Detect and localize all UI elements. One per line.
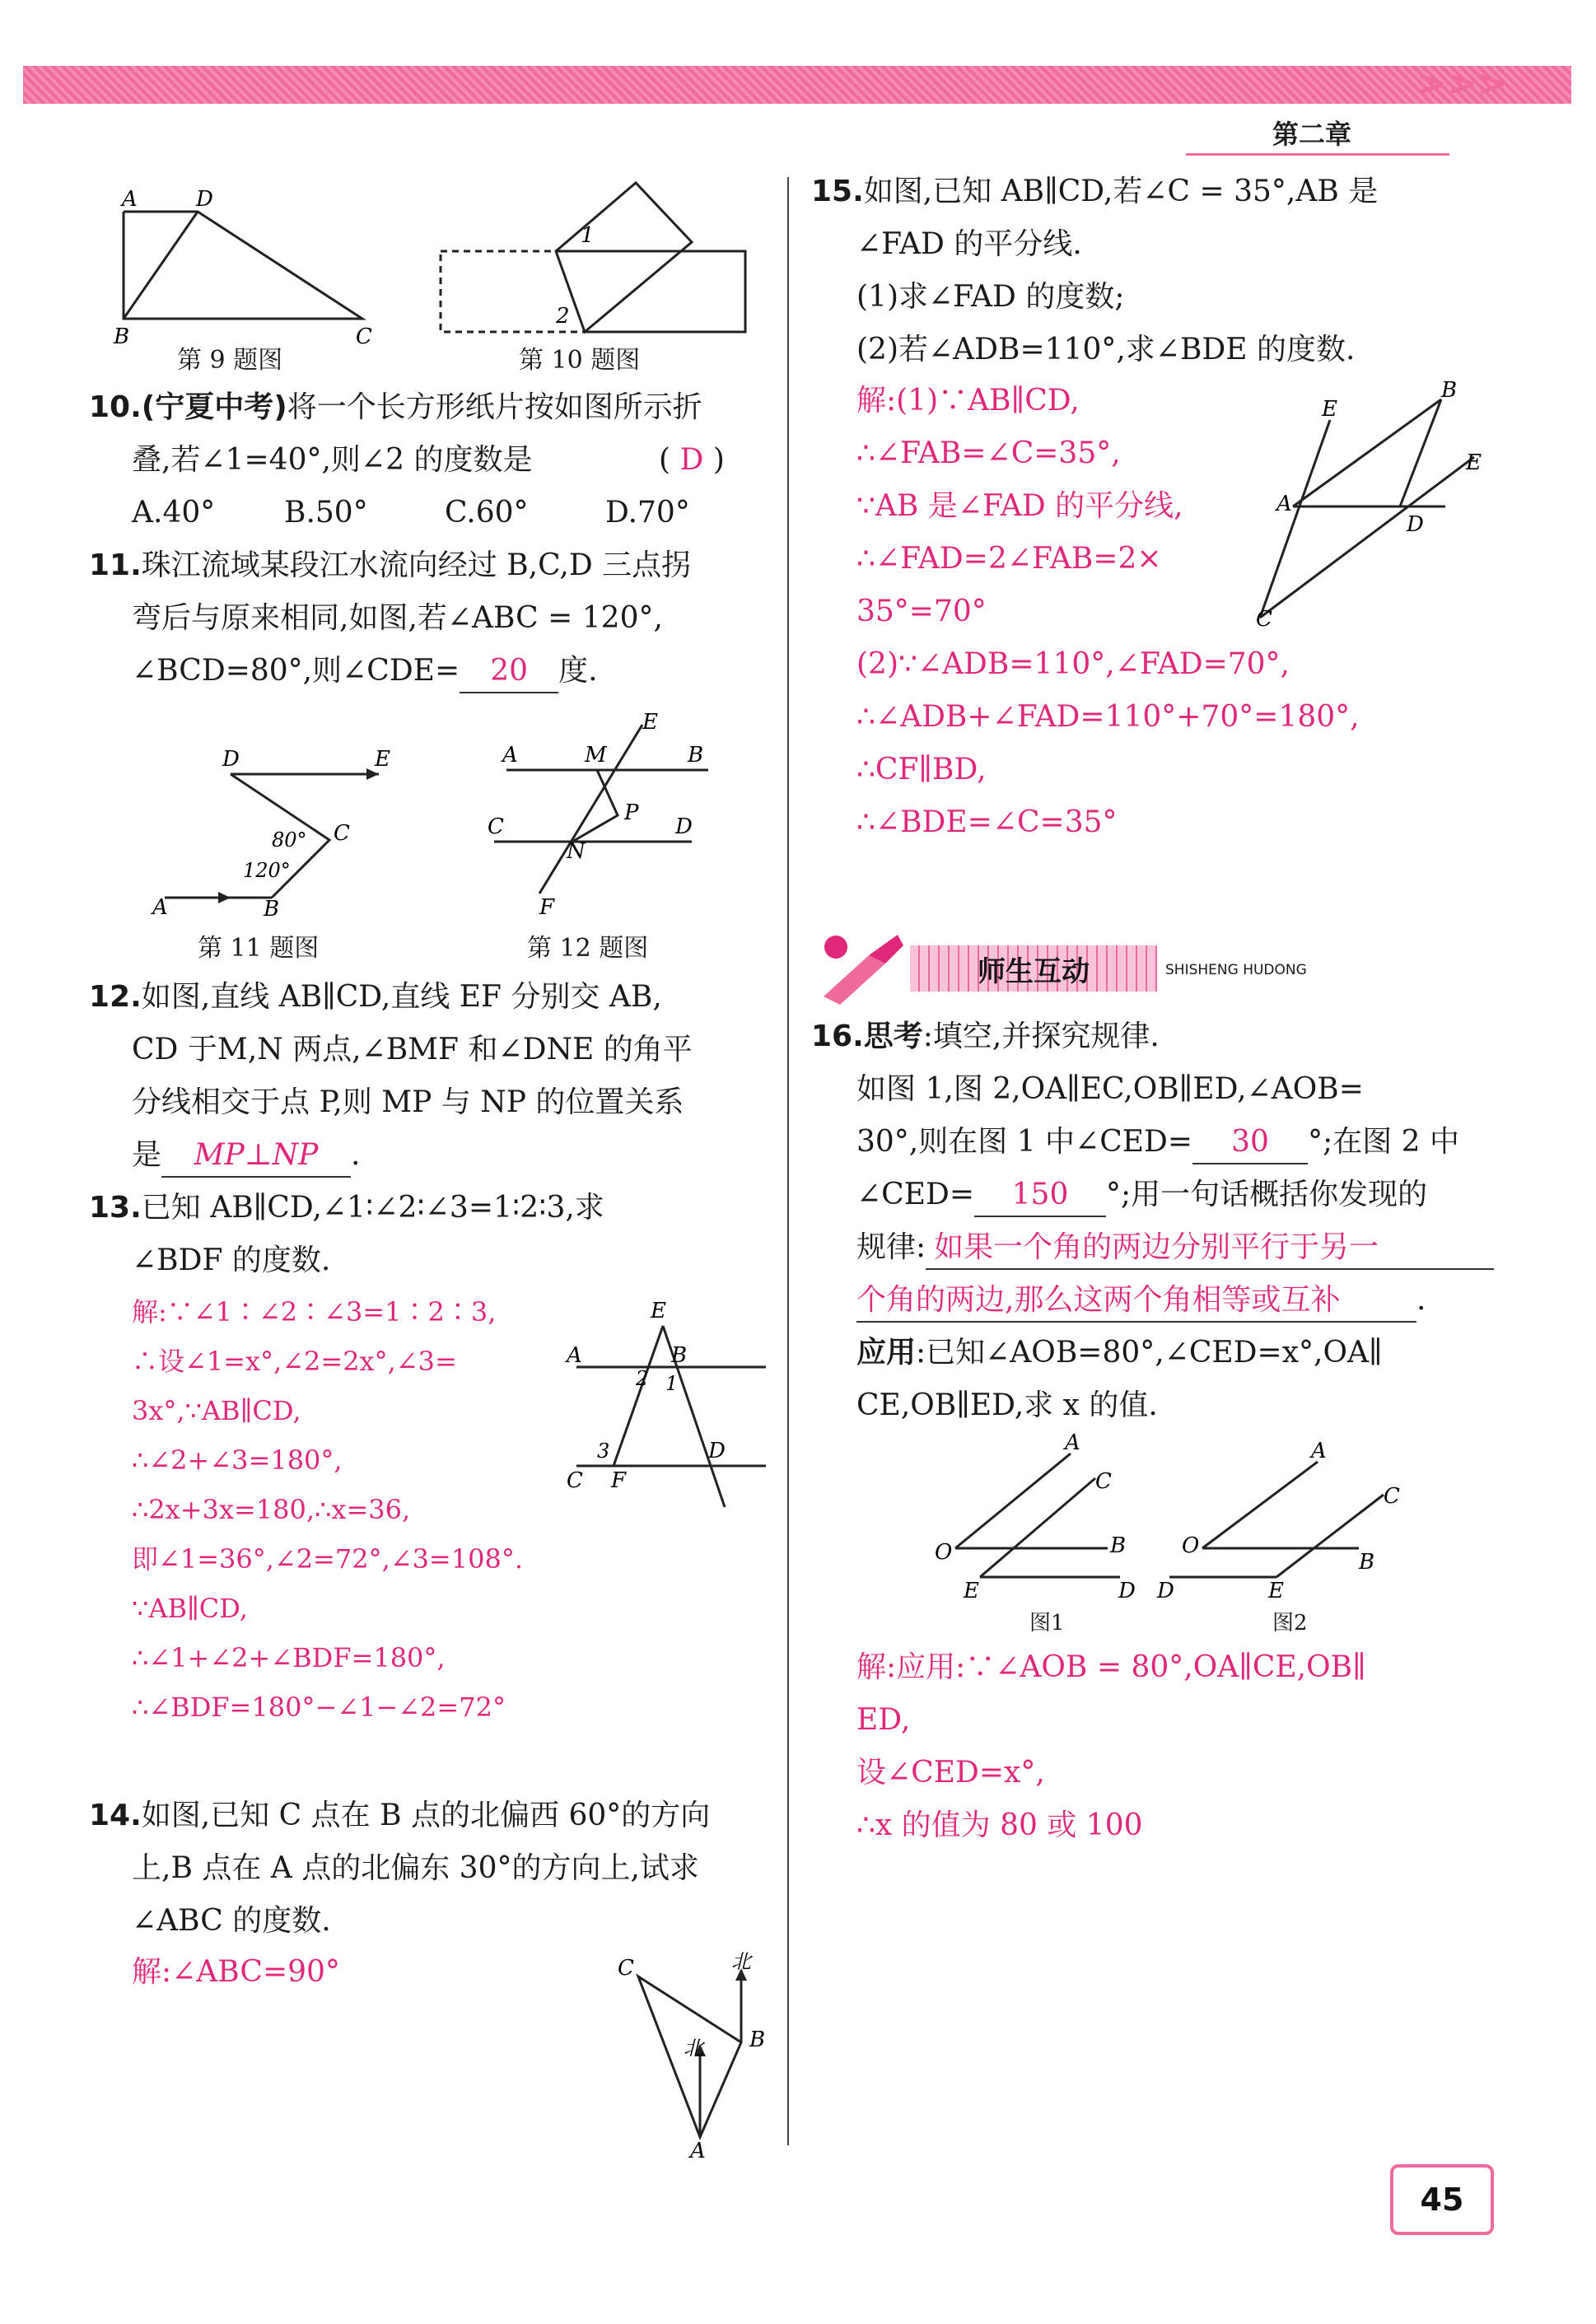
q11-number: 11. [89,548,142,582]
svg-text:C: C [488,814,504,839]
q12-line2: CD 于M,N 两点,∠BMF 和∠DNE 的角平 [132,1033,693,1066]
q15-line2: ∠FAD 的平分线. [856,227,1082,261]
svg-text:B: B [749,2028,766,2052]
q15-line3: (1)求∠FAD 的度数; [856,280,1125,314]
svg-text:A: A [152,895,168,920]
svg-text:C: C [618,1956,634,1981]
q12-answer: MP⊥NP [161,1135,351,1178]
q10-number: 10. [89,390,142,424]
q13-line1 [89,1188,604,1229]
q11-line2: 弯后与原来相同,如图,若∠ABC = 120°, [132,601,663,635]
svg-text:A: A [122,187,138,212]
q16-head-bold: 思考 [863,1020,923,1053]
q10-source: (宁夏中考) [141,390,287,424]
svg-text:3: 3 [597,1440,610,1463]
q15-line4: (2)若∠ADB=110°,求∠BDE 的度数. [856,333,1356,366]
q16-line6 [856,1280,1426,1323]
q12-number: 12. [89,980,142,1014]
q15-solution-1: 解:(1)∵AB∥CD, [856,384,1080,418]
svg-text:北: 北 [684,2037,703,2060]
q11-line1 [89,545,691,586]
q15-solution-6: (2)∵∠ADB=110°,∠FAD=70°, [856,647,1290,681]
q16-solution-2: ED, [856,1703,911,1737]
q10-answer-value: D [679,443,704,477]
svg-text:C: C [356,324,372,349]
q16-line2: 如图 1,图 2,OA∥EC,OB∥ED,∠AOB= [856,1072,1364,1106]
q11-text1: 珠江流域某段江水流向经过 B,C,D 三点拐 [141,548,692,582]
q12-text1: 如图,直线 AB∥CD,直线 EF 分别交 AB, [141,980,662,1014]
svg-text:N: N [567,839,586,864]
svg-text:E: E [1268,1579,1284,1603]
q10-option-d: D.70° [605,496,690,530]
figure-9 [124,212,362,319]
q13-solution-5: ∴2x+3x=180,∴x=36, [132,1494,411,1525]
svg-text:B: B [1359,1550,1375,1575]
q16-app-bold: 应用 [856,1336,917,1370]
q16-line8: CE,OB∥ED,求 x 的值. [856,1388,1158,1422]
q13-number: 13. [89,1191,142,1225]
q13-solution-1: 解:∵∠1∶∠2∶∠3=1∶2∶3, [132,1296,497,1328]
q10-answer: ( D ) [659,443,725,477]
q14-number: 14. [89,1799,142,1832]
svg-text:B: B [1441,378,1458,403]
q12-line4 [132,1135,360,1178]
q16-text5a: 规律: [856,1230,926,1264]
figure-16 [931,1430,1425,1635]
svg-text:C: C [1256,607,1272,632]
q13-line2: ∠BDF 的度数. [132,1244,331,1277]
svg-text:A: A [690,2139,706,2163]
q16-text3b: °;在图 2 中 [1308,1125,1459,1159]
figure-16-caption-1: 图1 [1029,1611,1065,1636]
q14-line2: 上,B 点在 A 点的北偏东 30°的方向上,试求 [132,1851,699,1885]
q10-line2 [132,440,532,481]
q12-text4a: 是 [132,1138,162,1172]
svg-text:C: C [334,821,350,846]
q15-solution-5: 35°=70° [856,595,987,628]
header-band [23,66,1571,104]
svg-text:2: 2 [636,1367,649,1390]
svg-text:1: 1 [581,223,595,248]
figure-15 [1256,378,1507,642]
q14-text1: 如图,已知 C 点在 B 点的北偏西 60°的方向 [141,1799,711,1832]
pencil-icon [811,922,918,1013]
q11-answer: 20 [460,651,558,693]
q10-option-c: C.60° [445,496,529,530]
q15-solution-3: ∵AB 是∠FAD 的平分线, [856,489,1183,523]
figure-12-caption: 第 12 题图 [527,934,649,963]
q12-line1 [89,977,662,1018]
figure-13 [560,1293,774,1524]
svg-text:A: A [1276,492,1292,516]
q16-solution-1: 解:应用:∵∠AOB = 80°,OA∥CE,OB∥ [856,1650,1366,1684]
page-number: 45 [1390,2164,1494,2235]
figure-9-caption: 第 9 题图 [177,346,283,375]
q16-number: 16. [811,1020,864,1053]
q13-solution-6: 即∠1=36°,∠2=72°,∠3=108°. [132,1543,523,1575]
q13-solution-8: ∴∠1+∠2+∠BDF=180°, [132,1642,446,1673]
svg-text:E: E [1466,450,1482,475]
q16-text6b: . [1416,1283,1426,1317]
svg-text:2: 2 [556,304,570,329]
q14-line3: ∠ABC 的度数. [132,1904,331,1938]
q14-solution: 解:∠ABC=90° [132,1955,340,1989]
q15-solution-9: ∴∠BDE=∠C=35° [856,805,1118,839]
svg-text:D: D [196,187,213,212]
svg-text:D: D [1407,512,1424,537]
svg-text:A: A [1065,1430,1080,1455]
svg-text:D: D [675,814,693,839]
svg-text:C: C [567,1468,583,1493]
q16-rule-1: 如果一个角的两边分别平行于另一 [926,1227,1494,1270]
q10-line1 [89,387,702,428]
q16-line4 [856,1174,1427,1217]
chapter-title: 第二章 [1272,119,1352,150]
svg-text:D: D [1118,1579,1136,1603]
q13-solution-3: 3x°,∵AB∥CD, [132,1395,301,1426]
q15-solution-4: ∴∠FAD=2∠FAB=2× [856,542,1162,576]
svg-text:O: O [935,1540,953,1565]
svg-text:F: F [611,1468,627,1493]
svg-text:E: E [642,710,658,735]
q11-text3b: 度. [558,654,598,688]
q16-rule-2: 个角的两边,那么这两个角相等或互补 [856,1280,1416,1323]
svg-text:80°: 80° [272,828,307,852]
svg-text:B: B [114,324,130,349]
svg-text:C: C [1384,1484,1400,1509]
q16-solution-3: 设∠CED=x°, [856,1756,1045,1790]
svg-text:1: 1 [665,1372,679,1395]
q10-text1: 将一个长方形纸片按如图所示折 [287,390,702,424]
figure-10-caption: 第 10 题图 [519,346,641,375]
q15-solution-8: ∴CF∥BD, [856,753,987,786]
section-badge [811,922,1307,1013]
svg-text:M: M [585,743,607,768]
q16-text3a: 30°,则在图 1 中∠CED= [856,1125,1193,1159]
svg-text:B: B [264,897,280,922]
svg-text:D: D [222,747,240,772]
q14-line1 [89,1795,710,1836]
svg-text:D: D [1157,1579,1174,1603]
q13-text1: 已知 AB∥CD,∠1∶∠2∶∠3=1∶2∶3,求 [141,1191,604,1225]
figure-11-caption: 第 11 题图 [198,934,320,963]
q16-line5 [856,1227,1494,1270]
figures-11-12 [140,708,766,922]
svg-text:北: 北 [731,1950,751,1973]
q16-line3 [856,1122,1459,1164]
q10-text2: 叠,若∠1=40°,则∠2 的度数是 [132,443,533,477]
q16-app-text1: :已知∠AOB=80°,∠CED=x°,OA∥ [916,1336,1383,1370]
svg-text:B: B [671,1343,688,1368]
q15-number: 15. [811,175,864,208]
svg-text:A: A [502,743,518,768]
q16-answer-1: 30 [1192,1122,1308,1164]
svg-text:O: O [1182,1533,1200,1558]
q12-text4b: . [351,1138,361,1172]
svg-text:E: E [964,1579,979,1603]
figure-16-caption-2: 图2 [1272,1611,1308,1636]
q16-head-rest: :填空,并探究规律. [922,1020,1160,1053]
section-title: 师生互动 [910,945,1157,992]
q13-solution-4: ∴∠2+∠3=180°, [132,1444,343,1476]
q16-line7 [856,1332,1383,1374]
svg-text:A: A [567,1343,582,1368]
svg-text:B: B [1110,1533,1127,1558]
svg-text:F: F [539,895,555,920]
q13-solution-9: ∴∠BDF=180°−∠1−∠2=72° [132,1692,506,1723]
svg-text:120°: 120° [243,859,291,882]
column-divider [787,177,789,2145]
section-subtitle: SHISHENG HUDONG [1165,962,1307,978]
q16-line1 [811,1016,1160,1057]
q16-text4b: °;用一句话概括你发现的 [1106,1178,1428,1211]
q13-solution-2: ∴设∠1=x°,∠2=2x°,∠3= [132,1346,457,1377]
svg-text:E: E [375,747,390,772]
svg-text:E: E [651,1299,666,1323]
q15-line1 [811,171,1378,212]
svg-text:A: A [1311,1439,1327,1463]
svg-text:C: C [1095,1469,1112,1494]
q15-solution-7: ∴∠ADB+∠FAD=110°+70°=180°, [856,700,1360,734]
q16-answer-2: 150 [974,1174,1106,1217]
q10-option-b: B.50° [284,496,368,530]
svg-text:E: E [1322,397,1337,422]
q16-text4a: ∠CED= [856,1178,975,1211]
q13-solution-7: ∵AB∥CD, [132,1593,248,1624]
q10-option-a: A.40° [132,496,216,530]
figure-10 [441,183,745,332]
svg-text:D: D [708,1439,726,1463]
svg-text:P: P [624,800,639,825]
q12-line3: 分线相交于点 P,则 MP 与 NP 的位置关系 [132,1085,684,1119]
header-arrows: >>> [1416,63,1508,105]
figure-14 [601,1950,782,2163]
q16-solution-4: ∴x 的值为 80 或 100 [856,1808,1143,1842]
q11-text3a: ∠BCD=80°,则∠CDE= [132,654,460,688]
q15-text1: 如图,已知 AB∥CD,若∠C = 35°,AB 是 [863,175,1379,208]
q11-line3 [132,651,598,693]
q15-solution-2: ∴∠FAB=∠C=35°, [856,436,1121,470]
svg-text:B: B [688,743,704,768]
